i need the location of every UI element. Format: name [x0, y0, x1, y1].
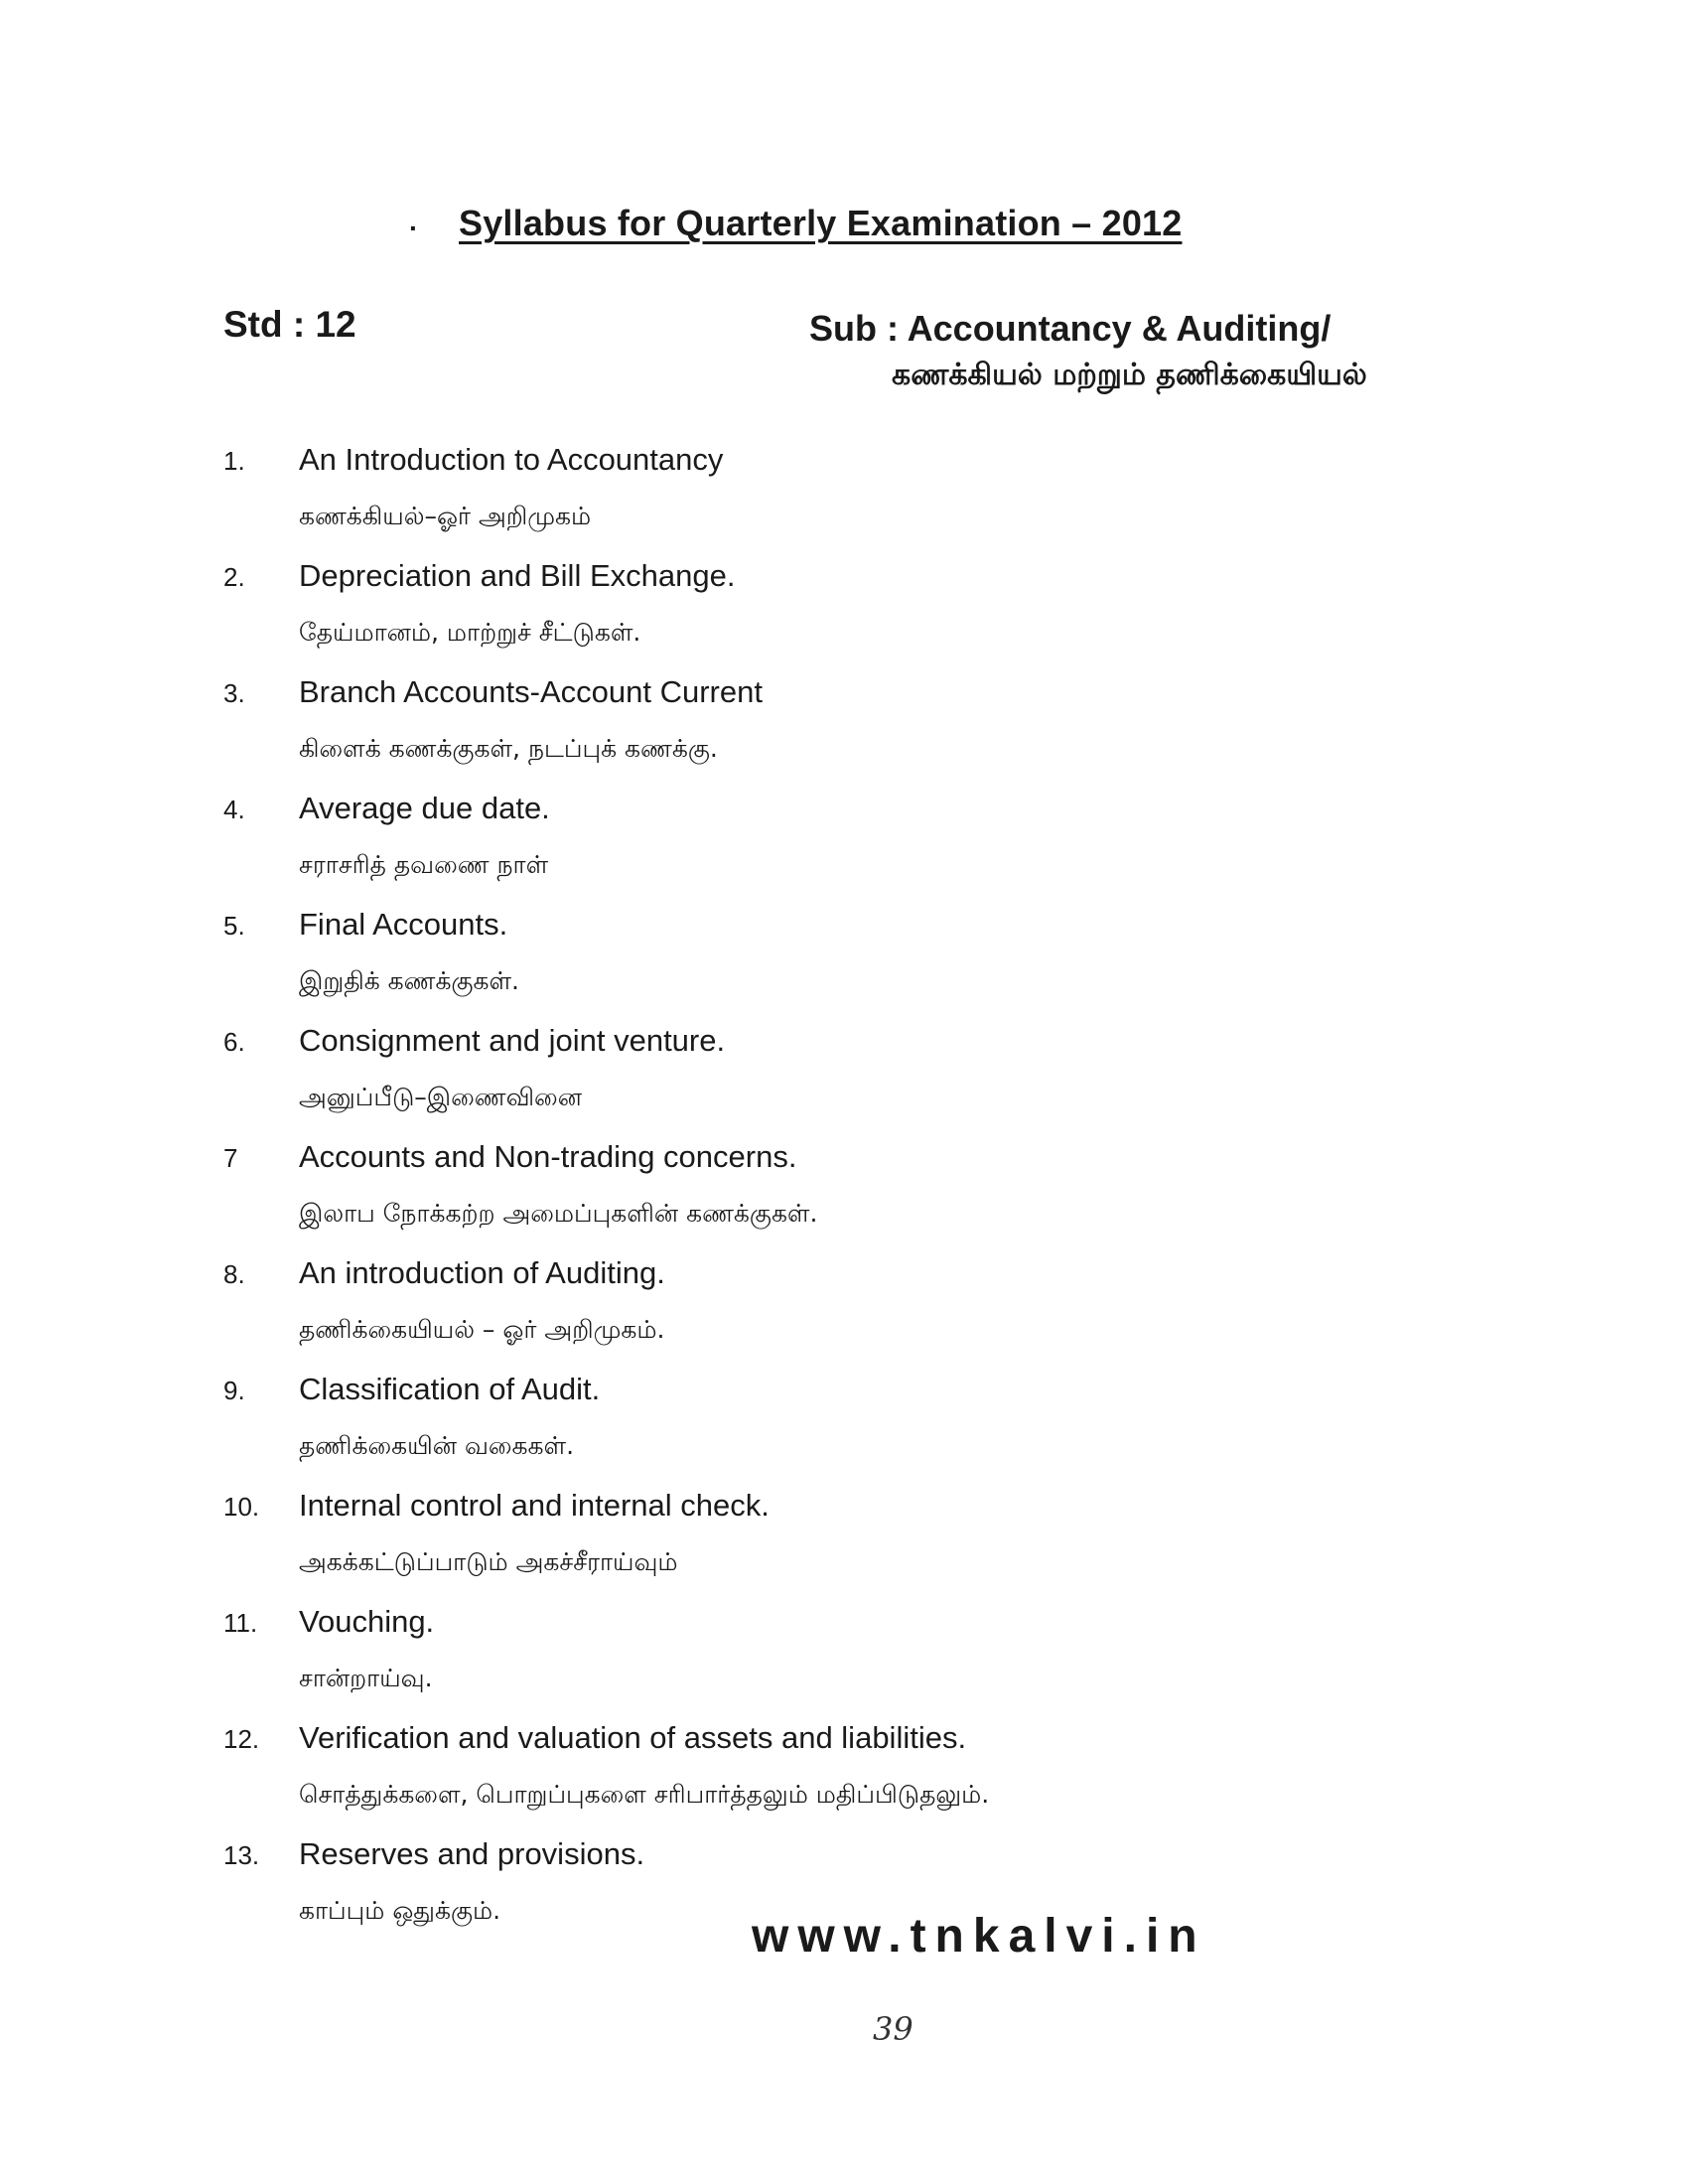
topic-title-tamil: சராசரித் தவணை நாள்	[299, 850, 549, 879]
topic-title-tamil: சான்றாய்வு.	[299, 1664, 433, 1692]
topic-title-tamil: தேய்மானம், மாற்றுச் சீட்டுகள்.	[299, 618, 641, 647]
topic-list	[223, 442, 1514, 1953]
topic-number: 12.	[223, 1724, 260, 1754]
topic-number: 7	[223, 1143, 238, 1173]
topic-title-english: Vouching.	[299, 1604, 435, 1639]
topic-item	[223, 791, 1514, 907]
topic-number: 4.	[223, 795, 245, 824]
topic-title-tamil: கிளைக் கணக்குகள், நடப்புக் கணக்கு.	[299, 734, 718, 763]
topic-number: 1.	[223, 446, 245, 476]
topic-number: 13.	[223, 1840, 260, 1870]
topic-title-tamil: காப்பும் ஒதுக்கும்.	[299, 1896, 501, 1925]
topic-item	[223, 1720, 1514, 1836]
page-title: Syllabus for Quarterly Examination – 2012	[459, 203, 1183, 243]
topic-item	[223, 674, 1514, 791]
topic-number: 3.	[223, 678, 245, 708]
subject-label: Sub : Accountancy & Auditing/	[809, 308, 1332, 349]
topic-item	[223, 1372, 1514, 1488]
topic-item	[223, 1604, 1514, 1720]
page-number: 39	[873, 2010, 914, 2048]
topic-title-tamil: இறுதிக் கணக்குகள்.	[299, 966, 519, 995]
topic-title-tamil: இலாப நோக்கற்ற அமைப்புகளின் கணக்குகள்.	[299, 1199, 818, 1228]
topic-title-english: Internal control and internal check.	[299, 1488, 770, 1523]
topic-title-tamil: கணக்கியல்–ஓர் அறிமுகம்	[299, 502, 592, 530]
stray-dot: ·	[409, 213, 419, 243]
topic-title-english: Average due date.	[299, 791, 550, 825]
topic-number: 10.	[223, 1492, 260, 1522]
topic-title-tamil: அனுப்பீடு–இணைவினை	[299, 1083, 582, 1111]
topic-title-english: Final Accounts.	[299, 907, 508, 942]
topic-item	[223, 558, 1514, 674]
topic-number: 6.	[223, 1027, 245, 1057]
topic-title-english: Verification and valuation of assets and liabilities.	[299, 1720, 967, 1755]
topic-title-english: Reserves and provisions.	[299, 1836, 645, 1871]
topic-title-english: Depreciation and Bill Exchange.	[299, 558, 736, 593]
topic-item	[223, 442, 1514, 558]
topic-title-english: Branch Accounts-Account Current	[299, 674, 763, 709]
topic-number: 5.	[223, 911, 245, 941]
topic-number: 11.	[223, 1608, 258, 1638]
topic-item	[223, 1488, 1514, 1604]
topic-number: 2.	[223, 562, 245, 592]
standard-label: Std : 12	[223, 304, 356, 345]
topic-title-english: An Introduction to Accountancy	[299, 442, 724, 477]
website-watermark: www.tnkalvi.in	[752, 1910, 1206, 1963]
topic-item	[223, 1023, 1514, 1139]
topic-item	[223, 907, 1514, 1023]
topic-item	[223, 1255, 1514, 1372]
topic-title-tamil: தணிக்கையியல் – ஓர் அறிமுகம்.	[299, 1315, 665, 1344]
topic-title-english: Accounts and Non-trading concerns.	[299, 1139, 797, 1174]
topic-title-english: Consignment and joint venture.	[299, 1023, 726, 1058]
topic-title-english: Classification of Audit.	[299, 1372, 601, 1406]
topic-number: 8.	[223, 1259, 245, 1289]
subject-label-tamil: கணக்கியல் மற்றும் தணிக்கையியல்	[892, 358, 1367, 392]
topic-title-tamil: சொத்துக்களை, பொறுப்புகளை சரிபார்த்தலும் மதிப்பிடுதலும்.	[299, 1780, 990, 1809]
topic-number: 9.	[223, 1376, 245, 1405]
topic-title-english: An introduction of Auditing.	[299, 1255, 665, 1290]
topic-item	[223, 1139, 1514, 1255]
topic-title-tamil: தணிக்கையின் வகைகள்.	[299, 1431, 575, 1460]
topic-title-tamil: அகக்கட்டுப்பாடும் அகச்சீராய்வும்	[299, 1547, 678, 1576]
